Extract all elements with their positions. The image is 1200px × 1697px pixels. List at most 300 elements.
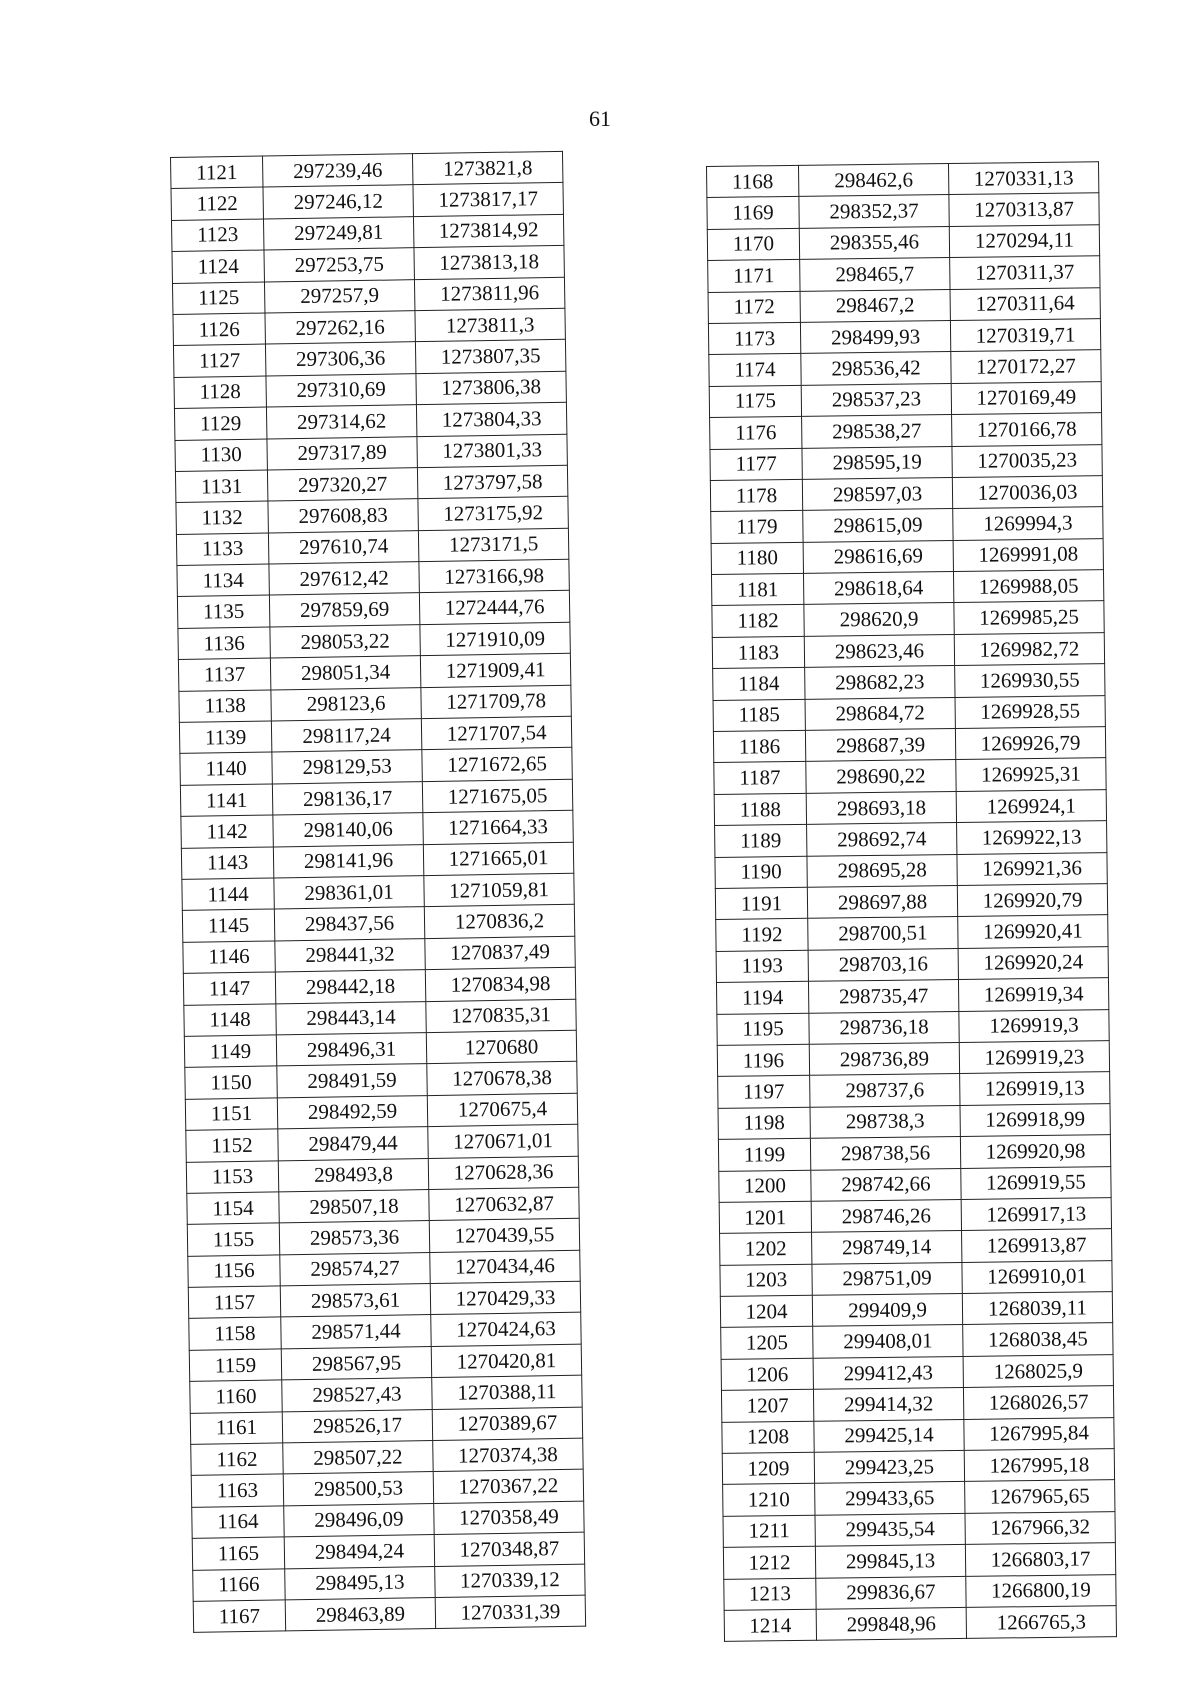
y-coordinate-cell: 1267965,65 bbox=[965, 1480, 1115, 1513]
y-coordinate-cell: 1273807,35 bbox=[415, 340, 565, 374]
x-coordinate-cell: 298736,89 bbox=[809, 1042, 959, 1075]
table-row bbox=[711, 538, 1103, 574]
y-coordinate-cell: 1270367,22 bbox=[433, 1470, 583, 1504]
x-coordinate-cell: 298536,42 bbox=[801, 352, 951, 385]
point-number-cell: 1139 bbox=[179, 721, 271, 754]
y-coordinate-cell: 1267966,32 bbox=[965, 1511, 1115, 1544]
point-number-cell: 1211 bbox=[723, 1515, 815, 1548]
point-number-cell: 1123 bbox=[171, 219, 263, 252]
x-coordinate-cell: 297612,42 bbox=[269, 562, 419, 596]
point-number-cell: 1143 bbox=[181, 847, 273, 880]
x-coordinate-cell: 298751,09 bbox=[812, 1262, 962, 1295]
y-coordinate-cell: 1271059,81 bbox=[424, 873, 574, 907]
table-row bbox=[718, 1103, 1110, 1139]
x-coordinate-cell: 299408,01 bbox=[813, 1325, 963, 1358]
y-coordinate-cell: 1270358,49 bbox=[434, 1501, 584, 1535]
x-coordinate-cell: 298595,19 bbox=[802, 446, 952, 479]
x-coordinate-cell: 299409,9 bbox=[812, 1294, 962, 1327]
point-number-cell: 1195 bbox=[717, 1013, 809, 1046]
y-coordinate-cell: 1271664,33 bbox=[423, 810, 573, 844]
y-coordinate-cell: 1268039,11 bbox=[962, 1292, 1112, 1325]
point-number-cell: 1156 bbox=[188, 1255, 280, 1288]
x-coordinate-cell: 298537,23 bbox=[801, 383, 951, 416]
table-row bbox=[712, 633, 1104, 669]
table-row bbox=[714, 789, 1106, 825]
x-coordinate-cell: 298496,31 bbox=[276, 1033, 426, 1067]
x-coordinate-cell: 298496,09 bbox=[284, 1503, 434, 1537]
x-coordinate-cell: 298117,24 bbox=[271, 719, 421, 753]
y-coordinate-cell: 1270675,4 bbox=[427, 1093, 577, 1127]
x-coordinate-cell: 298441,32 bbox=[275, 938, 425, 972]
y-coordinate-cell: 1269925,31 bbox=[956, 758, 1106, 791]
y-coordinate-cell: 1270836,2 bbox=[424, 905, 574, 939]
x-coordinate-cell: 298615,09 bbox=[803, 509, 953, 542]
point-number-cell: 1179 bbox=[711, 511, 803, 544]
point-number-cell: 1172 bbox=[708, 291, 800, 324]
table-row bbox=[715, 884, 1107, 920]
y-coordinate-cell: 1270374,38 bbox=[433, 1438, 583, 1472]
x-coordinate-cell: 298500,53 bbox=[283, 1472, 433, 1506]
table-row bbox=[719, 1198, 1111, 1234]
y-coordinate-cell: 1268025,9 bbox=[963, 1354, 1113, 1387]
point-number-cell: 1200 bbox=[719, 1170, 811, 1203]
y-coordinate-cell: 1270313,87 bbox=[949, 193, 1099, 226]
point-number-cell: 1209 bbox=[722, 1452, 814, 1485]
x-coordinate-cell: 297310,69 bbox=[266, 373, 416, 407]
x-coordinate-cell: 297239,46 bbox=[262, 154, 412, 188]
y-coordinate-cell: 1269924,1 bbox=[956, 789, 1106, 822]
table-row bbox=[716, 946, 1108, 982]
table-row bbox=[708, 256, 1100, 292]
x-coordinate-cell: 298623,46 bbox=[804, 634, 954, 667]
point-number-cell: 1124 bbox=[172, 250, 264, 283]
point-number-cell: 1159 bbox=[189, 1349, 281, 1382]
point-number-cell: 1122 bbox=[171, 187, 263, 220]
point-number-cell: 1152 bbox=[186, 1129, 278, 1162]
x-coordinate-cell: 299414,32 bbox=[813, 1388, 963, 1421]
y-coordinate-cell: 1270678,38 bbox=[427, 1062, 577, 1096]
x-coordinate-cell: 298571,44 bbox=[281, 1315, 431, 1349]
table-row bbox=[716, 978, 1108, 1014]
point-number-cell: 1203 bbox=[720, 1264, 812, 1297]
point-number-cell: 1164 bbox=[192, 1506, 284, 1539]
x-coordinate-cell: 298618,64 bbox=[803, 572, 953, 605]
x-coordinate-cell: 298526,17 bbox=[282, 1409, 432, 1443]
x-coordinate-cell: 298361,01 bbox=[274, 876, 424, 910]
x-coordinate-cell: 297320,27 bbox=[267, 468, 417, 502]
table-row bbox=[712, 601, 1104, 637]
x-coordinate-cell: 298746,26 bbox=[811, 1199, 961, 1232]
point-number-cell: 1184 bbox=[713, 668, 805, 701]
table-row bbox=[719, 1166, 1111, 1202]
point-number-cell: 1194 bbox=[716, 981, 808, 1014]
x-coordinate-cell: 299845,13 bbox=[815, 1545, 965, 1578]
point-number-cell: 1182 bbox=[712, 605, 804, 638]
y-coordinate-cell: 1270834,98 bbox=[425, 967, 575, 1001]
y-coordinate-cell: 1273166,98 bbox=[419, 559, 569, 593]
coordinates-table-right-body bbox=[707, 162, 1117, 1642]
y-coordinate-cell: 1269919,13 bbox=[960, 1072, 1110, 1105]
y-coordinate-cell: 1270389,67 bbox=[432, 1407, 582, 1441]
x-coordinate-cell: 298527,43 bbox=[282, 1378, 432, 1412]
coordinates-table-right bbox=[706, 161, 1117, 1642]
y-coordinate-cell: 1270420,81 bbox=[431, 1344, 581, 1378]
point-number-cell: 1186 bbox=[713, 730, 805, 763]
point-number-cell: 1147 bbox=[183, 972, 275, 1005]
y-coordinate-cell: 1269991,08 bbox=[953, 538, 1103, 571]
x-coordinate-cell: 298738,56 bbox=[810, 1137, 960, 1170]
table-row bbox=[707, 162, 1099, 198]
point-number-cell: 1141 bbox=[180, 784, 272, 817]
point-number-cell: 1189 bbox=[715, 825, 807, 858]
point-number-cell: 1213 bbox=[724, 1578, 816, 1611]
point-number-cell: 1175 bbox=[709, 385, 801, 418]
x-coordinate-cell: 298749,14 bbox=[812, 1231, 962, 1264]
point-number-cell: 1190 bbox=[715, 856, 807, 889]
point-number-cell: 1155 bbox=[187, 1223, 279, 1256]
x-coordinate-cell: 299425,14 bbox=[814, 1419, 964, 1452]
table-row bbox=[720, 1260, 1112, 1296]
y-coordinate-cell: 1273797,58 bbox=[417, 465, 567, 499]
x-coordinate-cell: 298620,9 bbox=[804, 603, 954, 636]
x-coordinate-cell: 298462,6 bbox=[798, 164, 948, 197]
y-coordinate-cell: 1273821,8 bbox=[412, 151, 562, 185]
y-coordinate-cell: 1271909,41 bbox=[420, 654, 570, 688]
y-coordinate-cell: 1273175,92 bbox=[418, 497, 568, 531]
x-coordinate-cell: 298443,14 bbox=[276, 1001, 426, 1035]
point-number-cell: 1188 bbox=[714, 793, 806, 826]
point-number-cell: 1126 bbox=[173, 313, 265, 346]
point-number-cell: 1207 bbox=[721, 1390, 813, 1423]
x-coordinate-cell: 297246,12 bbox=[263, 185, 413, 219]
y-coordinate-cell: 1273806,38 bbox=[416, 371, 566, 405]
y-coordinate-cell: 1269921,36 bbox=[957, 852, 1107, 885]
y-coordinate-cell: 1269926,79 bbox=[955, 727, 1105, 760]
y-coordinate-cell: 1268038,45 bbox=[963, 1323, 1113, 1356]
point-number-cell: 1181 bbox=[711, 573, 803, 606]
y-coordinate-cell: 1270632,87 bbox=[429, 1187, 579, 1221]
x-coordinate-cell: 298507,18 bbox=[279, 1189, 429, 1223]
y-coordinate-cell: 1270429,33 bbox=[430, 1281, 580, 1315]
point-number-cell: 1196 bbox=[717, 1044, 809, 1077]
point-number-cell: 1121 bbox=[171, 156, 263, 189]
table-row bbox=[721, 1354, 1113, 1390]
x-coordinate-cell: 298494,24 bbox=[284, 1535, 434, 1569]
point-number-cell: 1208 bbox=[722, 1421, 814, 1454]
x-coordinate-cell: 298700,51 bbox=[808, 917, 958, 950]
x-coordinate-cell: 298573,61 bbox=[280, 1284, 430, 1318]
y-coordinate-cell: 1273817,17 bbox=[413, 183, 563, 217]
table-row bbox=[721, 1386, 1113, 1422]
table-row bbox=[723, 1511, 1115, 1547]
x-coordinate-cell: 298495,13 bbox=[285, 1566, 435, 1600]
table-row bbox=[710, 413, 1102, 449]
point-number-cell: 1176 bbox=[710, 416, 802, 449]
table-row bbox=[707, 224, 1099, 260]
point-number-cell: 1142 bbox=[181, 815, 273, 848]
point-number-cell: 1140 bbox=[180, 752, 272, 785]
x-coordinate-cell: 298491,59 bbox=[277, 1064, 427, 1098]
point-number-cell: 1178 bbox=[710, 479, 802, 512]
table-row bbox=[718, 1135, 1110, 1171]
y-coordinate-cell: 1270166,78 bbox=[952, 413, 1102, 446]
table-row bbox=[708, 319, 1100, 355]
table-row bbox=[709, 350, 1101, 386]
coordinates-table-left bbox=[170, 151, 586, 1633]
y-coordinate-cell: 1271665,01 bbox=[423, 842, 573, 876]
y-coordinate-cell: 1273801,33 bbox=[417, 434, 567, 468]
y-coordinate-cell: 1269918,99 bbox=[960, 1103, 1110, 1136]
x-coordinate-cell: 298690,22 bbox=[806, 760, 956, 793]
y-coordinate-cell: 1270671,01 bbox=[428, 1124, 578, 1158]
y-coordinate-cell: 1271672,65 bbox=[422, 748, 572, 782]
y-coordinate-cell: 1270319,71 bbox=[950, 319, 1100, 352]
y-coordinate-cell: 1268026,57 bbox=[963, 1386, 1113, 1419]
point-number-cell: 1135 bbox=[177, 595, 269, 628]
point-number-cell: 1138 bbox=[179, 690, 271, 723]
y-coordinate-cell: 1273804,33 bbox=[416, 402, 566, 436]
table-row bbox=[710, 476, 1102, 512]
point-number-cell: 1161 bbox=[190, 1412, 282, 1445]
point-number-cell: 1185 bbox=[713, 699, 805, 732]
table-row bbox=[711, 507, 1103, 543]
y-coordinate-cell: 1273813,18 bbox=[414, 245, 564, 279]
point-number-cell: 1129 bbox=[174, 407, 266, 440]
x-coordinate-cell: 297610,74 bbox=[268, 530, 418, 564]
point-number-cell: 1128 bbox=[174, 376, 266, 409]
x-coordinate-cell: 298737,6 bbox=[810, 1074, 960, 1107]
y-coordinate-cell: 1270439,55 bbox=[429, 1218, 579, 1252]
point-number-cell: 1187 bbox=[714, 762, 806, 795]
y-coordinate-cell: 1270388,11 bbox=[432, 1375, 582, 1409]
x-coordinate-cell: 299836,67 bbox=[816, 1576, 966, 1609]
table-row bbox=[709, 381, 1101, 417]
x-coordinate-cell: 297859,69 bbox=[269, 593, 419, 627]
y-coordinate-cell: 1269919,3 bbox=[959, 1009, 1109, 1042]
x-coordinate-cell: 298573,36 bbox=[279, 1221, 429, 1255]
y-coordinate-cell: 1270348,87 bbox=[434, 1532, 584, 1566]
y-coordinate-cell: 1270331,39 bbox=[435, 1595, 585, 1629]
point-number-cell: 1158 bbox=[189, 1317, 281, 1350]
y-coordinate-cell: 1269910,01 bbox=[962, 1260, 1112, 1293]
y-coordinate-cell: 1270680 bbox=[426, 1030, 576, 1064]
x-coordinate-cell: 298682,23 bbox=[805, 666, 955, 699]
x-coordinate-cell: 297249,81 bbox=[263, 216, 413, 250]
x-coordinate-cell: 298693,18 bbox=[806, 791, 956, 824]
x-coordinate-cell: 298742,66 bbox=[811, 1168, 961, 1201]
point-number-cell: 1160 bbox=[190, 1380, 282, 1413]
y-coordinate-cell: 1269994,3 bbox=[953, 507, 1103, 540]
point-number-cell: 1165 bbox=[192, 1537, 284, 1570]
x-coordinate-cell: 298538,27 bbox=[802, 415, 952, 448]
y-coordinate-cell: 1269913,87 bbox=[962, 1229, 1112, 1262]
y-coordinate-cell: 1269920,79 bbox=[957, 884, 1107, 917]
x-coordinate-cell: 298499,93 bbox=[800, 320, 950, 353]
y-coordinate-cell: 1273811,96 bbox=[414, 277, 564, 311]
point-number-cell: 1198 bbox=[718, 1107, 810, 1140]
y-coordinate-cell: 1269919,55 bbox=[961, 1166, 1111, 1199]
y-coordinate-cell: 1270035,23 bbox=[952, 444, 1102, 477]
point-number-cell: 1170 bbox=[707, 228, 799, 261]
y-coordinate-cell: 1270311,64 bbox=[950, 287, 1100, 320]
y-coordinate-cell: 1266765,3 bbox=[966, 1606, 1116, 1639]
y-coordinate-cell: 1270434,46 bbox=[430, 1250, 580, 1284]
point-number-cell: 1137 bbox=[178, 658, 270, 691]
y-coordinate-cell: 1267995,18 bbox=[964, 1449, 1114, 1482]
y-coordinate-cell: 1273811,3 bbox=[415, 308, 565, 342]
x-coordinate-cell: 298493,8 bbox=[278, 1158, 428, 1192]
table-row bbox=[714, 758, 1106, 794]
table-row bbox=[723, 1480, 1115, 1516]
x-coordinate-cell: 298492,59 bbox=[277, 1095, 427, 1129]
point-number-cell: 1162 bbox=[191, 1443, 283, 1476]
y-coordinate-cell: 1269919,34 bbox=[958, 978, 1108, 1011]
x-coordinate-cell: 298129,53 bbox=[272, 750, 422, 784]
table-row bbox=[724, 1574, 1116, 1610]
x-coordinate-cell: 297306,36 bbox=[265, 342, 415, 376]
point-number-cell: 1171 bbox=[708, 260, 800, 293]
x-coordinate-cell: 298507,22 bbox=[283, 1441, 433, 1475]
point-number-cell: 1150 bbox=[185, 1066, 277, 1099]
x-coordinate-cell: 298051,34 bbox=[270, 656, 420, 690]
table-row bbox=[722, 1417, 1114, 1453]
point-number-cell: 1177 bbox=[710, 448, 802, 481]
point-number-cell: 1214 bbox=[724, 1609, 816, 1642]
x-coordinate-cell: 299412,43 bbox=[813, 1356, 963, 1389]
point-number-cell: 1173 bbox=[708, 322, 800, 355]
x-coordinate-cell: 298123,6 bbox=[271, 687, 421, 721]
y-coordinate-cell: 1269988,05 bbox=[953, 570, 1103, 603]
point-number-cell: 1151 bbox=[185, 1098, 277, 1131]
point-number-cell: 1149 bbox=[184, 1035, 276, 1068]
y-coordinate-cell: 1270036,03 bbox=[952, 476, 1102, 509]
table-row bbox=[707, 193, 1099, 229]
y-coordinate-cell: 1271707,54 bbox=[421, 716, 571, 750]
x-coordinate-cell: 298352,37 bbox=[799, 195, 949, 228]
point-number-cell: 1180 bbox=[711, 542, 803, 575]
x-coordinate-cell: 297253,75 bbox=[264, 248, 414, 282]
y-coordinate-cell: 1269919,23 bbox=[959, 1041, 1109, 1074]
y-coordinate-cell: 1269985,25 bbox=[954, 601, 1104, 634]
point-number-cell: 1210 bbox=[723, 1484, 815, 1517]
y-coordinate-cell: 1270837,49 bbox=[425, 936, 575, 970]
x-coordinate-cell: 299435,54 bbox=[815, 1513, 965, 1546]
table-row bbox=[710, 444, 1102, 480]
point-number-cell: 1212 bbox=[723, 1546, 815, 1579]
x-coordinate-cell: 298437,56 bbox=[274, 907, 424, 941]
table-row bbox=[722, 1449, 1114, 1485]
table-row bbox=[708, 287, 1100, 323]
x-coordinate-cell: 297257,9 bbox=[264, 279, 414, 313]
y-coordinate-cell: 1270172,27 bbox=[951, 350, 1101, 383]
point-number-cell: 1136 bbox=[178, 627, 270, 660]
x-coordinate-cell: 298140,06 bbox=[273, 813, 423, 847]
point-number-cell: 1131 bbox=[175, 470, 267, 503]
point-number-cell: 1133 bbox=[176, 533, 268, 566]
x-coordinate-cell: 298738,3 bbox=[810, 1105, 960, 1138]
table-row bbox=[713, 727, 1105, 763]
x-coordinate-cell: 299423,25 bbox=[814, 1450, 964, 1483]
x-coordinate-cell: 298736,18 bbox=[809, 1011, 959, 1044]
point-number-cell: 1168 bbox=[707, 165, 799, 198]
y-coordinate-cell: 1271675,05 bbox=[422, 779, 572, 813]
point-number-cell: 1183 bbox=[712, 636, 804, 669]
y-coordinate-cell: 1273814,92 bbox=[413, 214, 563, 248]
point-number-cell: 1127 bbox=[173, 344, 265, 377]
x-coordinate-cell: 298467,2 bbox=[800, 289, 950, 322]
y-coordinate-cell: 1273171,5 bbox=[418, 528, 568, 562]
point-number-cell: 1197 bbox=[718, 1076, 810, 1109]
y-coordinate-cell: 1270628,36 bbox=[428, 1156, 578, 1190]
y-coordinate-cell: 1270835,31 bbox=[426, 999, 576, 1033]
x-coordinate-cell: 298697,88 bbox=[807, 885, 957, 918]
x-coordinate-cell: 298735,47 bbox=[808, 980, 958, 1013]
point-number-cell: 1192 bbox=[716, 919, 808, 952]
x-coordinate-cell: 297317,89 bbox=[267, 436, 417, 470]
y-coordinate-cell: 1270294,11 bbox=[949, 224, 1099, 257]
table-row bbox=[713, 695, 1105, 731]
table-row bbox=[715, 821, 1107, 857]
point-number-cell: 1157 bbox=[188, 1286, 280, 1319]
point-number-cell: 1153 bbox=[186, 1160, 278, 1193]
point-number-cell: 1205 bbox=[721, 1327, 813, 1360]
point-number-cell: 1125 bbox=[172, 282, 264, 315]
x-coordinate-cell: 298355,46 bbox=[799, 226, 949, 259]
point-number-cell: 1169 bbox=[707, 197, 799, 230]
point-number-cell: 1144 bbox=[182, 878, 274, 911]
table-row bbox=[711, 570, 1103, 606]
x-coordinate-cell: 298053,22 bbox=[270, 624, 420, 658]
y-coordinate-cell: 1270331,13 bbox=[948, 162, 1098, 195]
y-coordinate-cell: 1272444,76 bbox=[419, 591, 569, 625]
y-coordinate-cell: 1271910,09 bbox=[420, 622, 570, 656]
y-coordinate-cell: 1269922,13 bbox=[957, 821, 1107, 854]
point-number-cell: 1193 bbox=[716, 950, 808, 983]
y-coordinate-cell: 1266803,17 bbox=[965, 1543, 1115, 1576]
y-coordinate-cell: 1269930,55 bbox=[955, 664, 1105, 697]
table-row bbox=[713, 664, 1105, 700]
page-number: 61 bbox=[589, 106, 611, 131]
table-row bbox=[723, 1543, 1115, 1579]
table-row bbox=[716, 915, 1108, 951]
point-number-cell: 1191 bbox=[715, 887, 807, 920]
x-coordinate-cell: 298442,18 bbox=[275, 970, 425, 1004]
table-row bbox=[720, 1229, 1112, 1265]
x-coordinate-cell: 298479,44 bbox=[278, 1127, 428, 1161]
y-coordinate-cell: 1269982,72 bbox=[954, 633, 1104, 666]
table-row bbox=[718, 1072, 1110, 1108]
x-coordinate-cell: 298597,03 bbox=[802, 477, 952, 510]
x-coordinate-cell: 298692,74 bbox=[807, 823, 957, 856]
x-coordinate-cell: 297314,62 bbox=[266, 405, 416, 439]
y-coordinate-cell: 1269917,13 bbox=[961, 1198, 1111, 1231]
y-coordinate-cell: 1270424,63 bbox=[431, 1313, 581, 1347]
x-coordinate-cell: 298687,39 bbox=[805, 729, 955, 762]
x-coordinate-cell: 299433,65 bbox=[815, 1482, 965, 1515]
x-coordinate-cell: 298616,69 bbox=[803, 540, 953, 573]
table-row bbox=[715, 852, 1107, 888]
y-coordinate-cell: 1269928,55 bbox=[955, 695, 1105, 728]
y-coordinate-cell: 1270311,37 bbox=[950, 256, 1100, 289]
y-coordinate-cell: 1270339,12 bbox=[435, 1564, 585, 1598]
point-number-cell: 1202 bbox=[720, 1233, 812, 1266]
x-coordinate-cell: 299848,96 bbox=[816, 1607, 966, 1640]
x-coordinate-cell: 298703,16 bbox=[808, 948, 958, 981]
x-coordinate-cell: 297262,16 bbox=[265, 311, 415, 345]
x-coordinate-cell: 298136,17 bbox=[272, 781, 422, 815]
point-number-cell: 1148 bbox=[184, 1003, 276, 1036]
x-coordinate-cell: 297608,83 bbox=[268, 499, 418, 533]
